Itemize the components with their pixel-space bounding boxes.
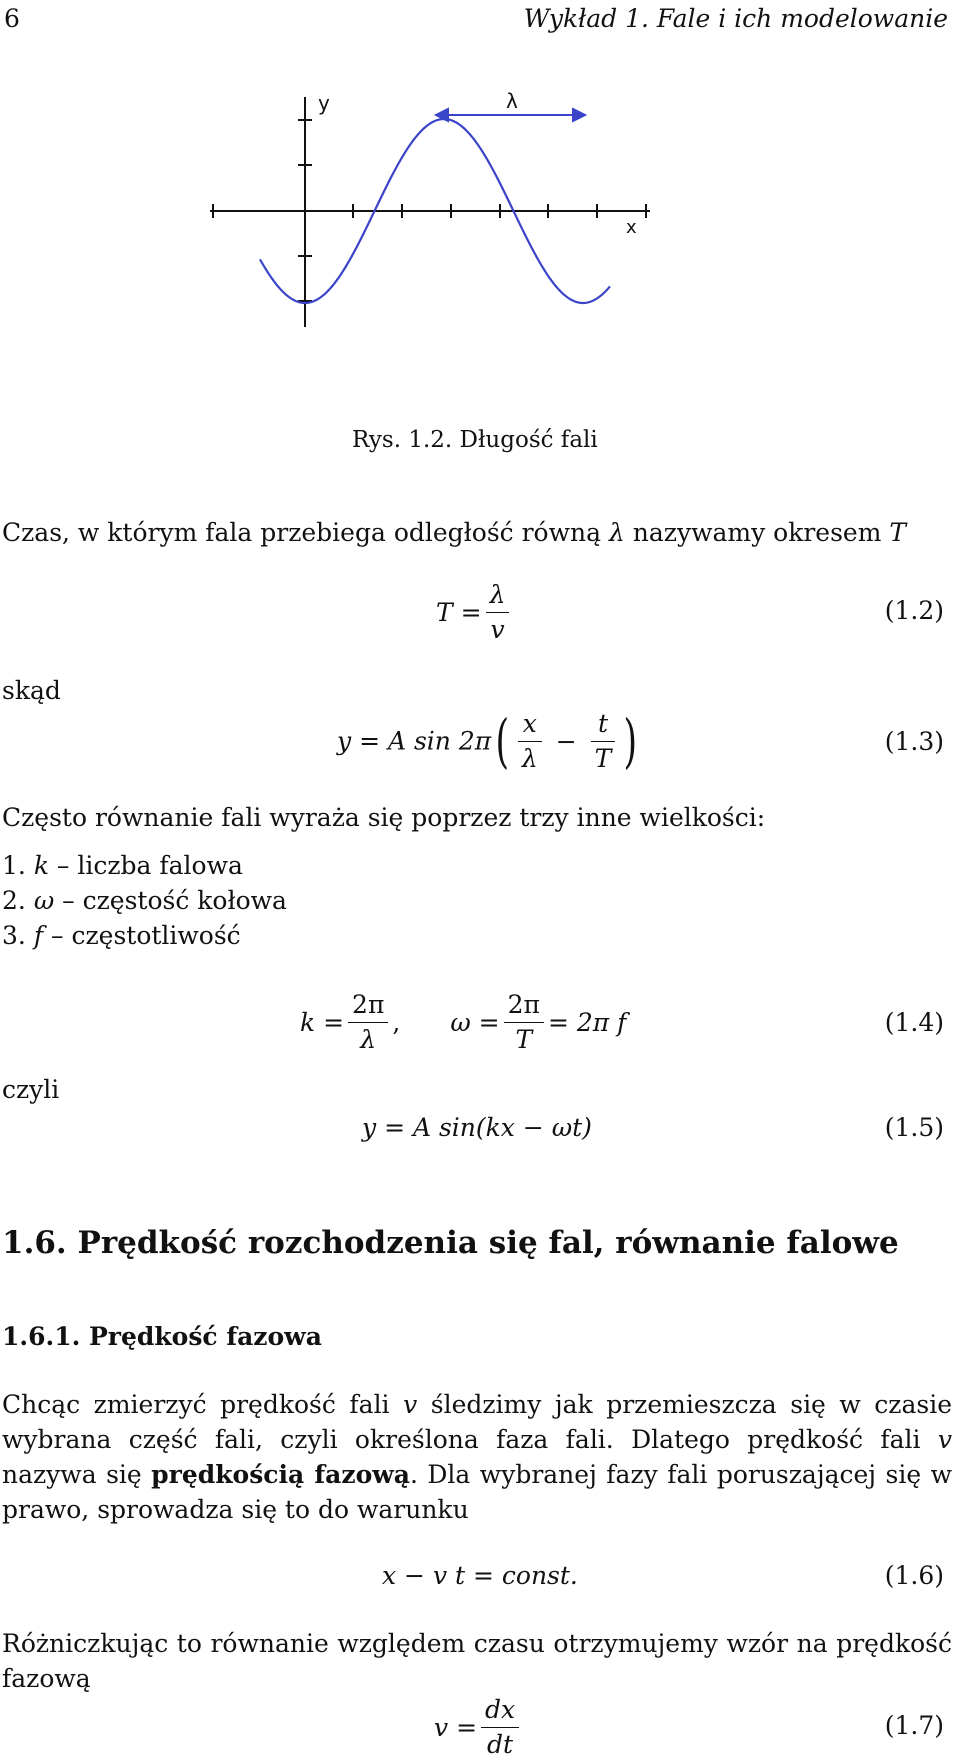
numerator: t (591, 707, 616, 742)
symbol-lambda: λ (608, 518, 625, 547)
fraction (504, 988, 544, 1057)
running-title: Wykład 1. Fale i ich modelowanie (523, 4, 948, 33)
wave-figure (200, 89, 660, 335)
list-desc: – częstotliwość (43, 921, 241, 950)
eq-lhs: k = (300, 1008, 345, 1037)
denominator: T (515, 1025, 533, 1054)
wavelength-label: λ (506, 89, 518, 113)
fraction (348, 988, 388, 1057)
denominator: v (490, 615, 505, 644)
equation-1-6: x − v t = const. (382, 1561, 578, 1590)
denominator: λ (360, 1025, 377, 1054)
list-desc: – częstość kołowa (54, 886, 287, 915)
subsection-heading: 1.6.1. Prędkość fazowa (2, 1322, 322, 1351)
left-paren: ( (495, 707, 510, 775)
symbol-v: v (937, 1425, 952, 1454)
equation-number: (1.7) (884, 1711, 944, 1740)
numerator: x (518, 707, 542, 742)
bold-term: prędkością fazową (151, 1460, 410, 1489)
list-symbol: ω (33, 886, 55, 915)
list-number: 1. (2, 851, 26, 880)
text-run: . Dla wybranej fazy fali poruszającej się w prawo, sprowadza się to do warunku (2, 1460, 952, 1524)
paragraph-period (2, 516, 906, 549)
right-paren: ) (623, 707, 638, 775)
list-item (2, 849, 243, 882)
section-heading: 1.6. Prędkość rozchodzenia się fal, równanie falowe (2, 1225, 899, 1261)
fraction (591, 707, 616, 776)
equation-number: (1.3) (884, 727, 944, 756)
list-number: 2. (2, 886, 26, 915)
page-number: 6 (4, 4, 20, 33)
minus-sign: − (555, 726, 577, 756)
list-symbol: k (33, 851, 49, 880)
numerator: λ (486, 578, 510, 613)
equation-1-7 (434, 1693, 523, 1762)
text-run: nazywamy okresem (624, 518, 890, 547)
list-item (2, 884, 287, 917)
numerator: 2π (348, 988, 388, 1023)
denominator: λ (521, 743, 538, 773)
eq-lhs: y = A sin 2π (337, 726, 492, 756)
denominator: dt (487, 1730, 514, 1759)
wave-plot (200, 95, 660, 335)
figure-caption: Rys. 1.2. Długość fali (352, 427, 598, 453)
list-item (2, 919, 241, 952)
eq-rhs: = 2π f (547, 1008, 627, 1037)
numerator: 2π (504, 988, 544, 1023)
equation-number: (1.4) (884, 1008, 944, 1037)
eq-lhs: T = (436, 598, 482, 627)
symbol-v: v (403, 1390, 418, 1419)
paragraph-phase-velocity (2, 1387, 952, 1527)
fraction (518, 707, 542, 776)
equation-1-3 (337, 706, 642, 776)
symbol-T: T (889, 518, 907, 547)
fraction (481, 1693, 519, 1762)
fraction (486, 578, 510, 647)
eq-lhs: ω = (450, 1008, 500, 1037)
y-axis-label: y (318, 91, 330, 115)
eq-lhs: v = (434, 1713, 478, 1742)
equation-number: (1.5) (884, 1113, 944, 1142)
x-axis-label: x (626, 217, 637, 238)
list-desc: – liczba falowa (48, 851, 243, 880)
text-run: Czas, w którym fala przebiega odległość równą (2, 518, 609, 547)
equation-number: (1.6) (884, 1561, 944, 1590)
equation-1-4 (300, 988, 626, 1057)
text-run: nazywa się (2, 1460, 152, 1489)
word-skad: skąd (2, 676, 61, 705)
comma: , (392, 1008, 401, 1037)
numerator: dx (481, 1693, 519, 1728)
equation-1-2 (436, 578, 513, 647)
text-run: Chcąc zmierzyć prędkość fali (2, 1390, 404, 1419)
paragraph-differentiation: Różniczkując to równanie względem czasu otrzymujemy wzór na prędkość fazową (2, 1629, 952, 1693)
list-symbol: f (33, 921, 44, 950)
text-run: śledzimy jak przemieszcza się w czasie wybrana część fali, czyli określona faza fali. Dlatego prędkość fali (2, 1390, 952, 1454)
equation-1-5: y = A sin(kx − ωt) (362, 1113, 592, 1142)
paragraph-quantities: Często równanie fali wyraża się poprzez trzy inne wielkości: (2, 803, 766, 832)
equation-number: (1.2) (884, 596, 944, 625)
list-number: 3. (2, 921, 26, 950)
denominator: T (594, 743, 612, 773)
word-czyli: czyli (2, 1075, 60, 1104)
